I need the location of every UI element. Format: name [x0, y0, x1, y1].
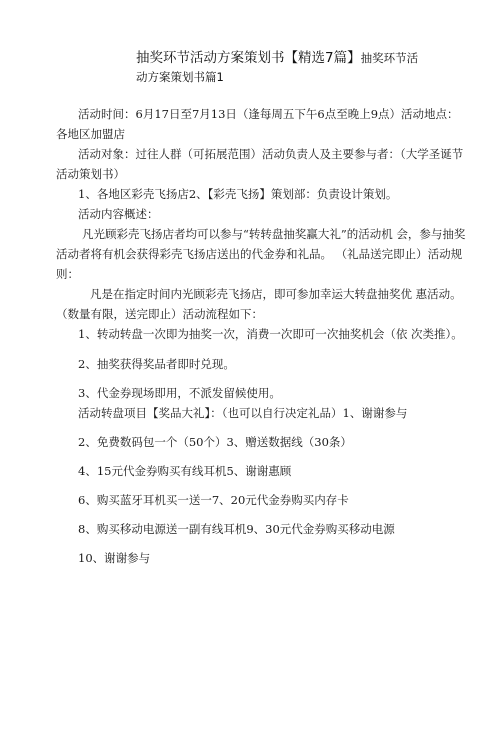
paragraph-responsible-units: 1、各地区彩壳飞扬店2、【彩壳飞扬】策划部：负责设计策划。 — [78, 187, 398, 201]
spacer — [56, 452, 466, 461]
paragraph-time-location: 活动时间：6月17日至7月13日（逢每周五下午6点至晚上9点）活动地点：各地区加盟店 — [56, 107, 459, 141]
paragraph-overview: 凡光顾彩壳飞扬店者均可以参与“转转盘抽奖赢大礼”的活动机 会，参与抽奖活动者将有机会获得彩壳飞扬店送出的代金券和礼品。 （礼品送完即止）活动规则： — [56, 227, 466, 281]
spacer — [56, 510, 466, 519]
paragraph-target-participants: 活动对象：过往人群（可拓展范围）活动负责人及主要参与者：（大学圣诞节活动策划书） — [56, 147, 464, 181]
paragraph-rules: 凡是在指定时间内光顾彩壳飞扬店，即可参加幸运大转盘抽奖优 惠活动。（数量有限，送完即止）活动流程如下： — [56, 287, 462, 321]
spacer — [56, 374, 466, 383]
spacer — [56, 344, 466, 354]
list-item-prize-10: 10、谢谢参与 — [78, 551, 151, 565]
spacer — [56, 539, 466, 548]
list-item-flow-1: 1、转动转盘一次即为抽奖一次，消费一次即可一次抽奖机会（依 次类推）。 — [78, 327, 463, 341]
paragraph-prize-heading: 活动转盘项目【奖品大礼】：（也可以自行决定礼品）1、谢谢参与 — [78, 406, 408, 420]
title-sub: 抽奖环节活 — [360, 51, 419, 65]
spacer — [56, 423, 466, 432]
document-body — [56, 104, 466, 568]
title-line2: 动方案策划书篇1 — [136, 70, 224, 84]
list-item-prize-6-7: 6、购买蓝牙耳机买一送一7、20元代金券购买内存卡 — [78, 493, 349, 507]
spacer — [56, 481, 466, 490]
list-item-prize-2-3: 2、免费数码包一个（50个）3、赠送数据线（30条） — [78, 435, 352, 449]
document-title — [136, 49, 476, 87]
list-item-flow-3: 3、代金券现场即用，不派发留候使用。 — [78, 386, 281, 400]
title-main: 抽奖环节活动方案策划书【精选7篇】 — [136, 50, 361, 66]
list-item-flow-2: 2、抽奖获得奖品者即时兑现。 — [78, 357, 235, 371]
list-item-prize-4-5: 4、15元代金券购买有线耳机5、谢谢惠顾 — [78, 464, 292, 478]
list-item-prize-8-9: 8、购买移动电源送一副有线耳机9、30元代金券购买移动电源 — [78, 522, 395, 536]
paragraph-overview-heading: 活动内容概述： — [78, 207, 159, 221]
